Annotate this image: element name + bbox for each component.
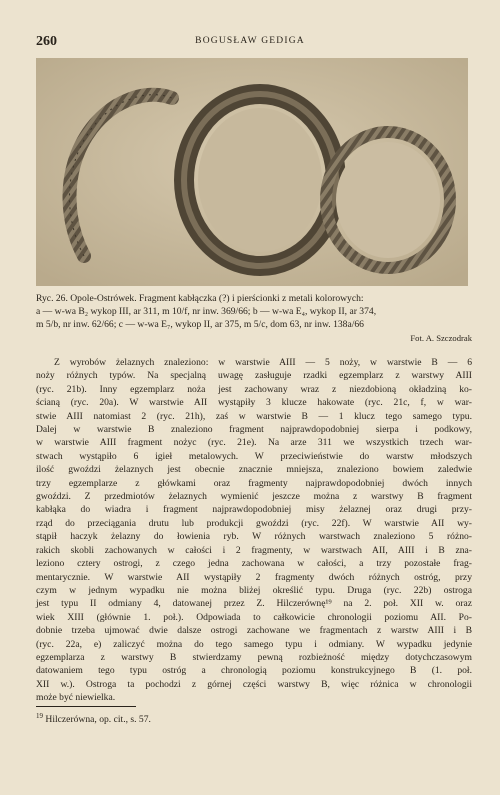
text-line: może być niewielka.	[36, 692, 116, 704]
text-line: dobnie trzeba ujmować dwie dalsze ostrogi zachowane we fragmentach z warstw AIII i B	[36, 625, 472, 637]
page-header	[36, 34, 464, 50]
photo-credit: Fot. A. Szczodrak	[410, 333, 472, 343]
text-line: ilość gwoździ żelaznych jest obecnie znacznie mniejsza, znaleziono bowiem zaledwie	[36, 464, 472, 476]
photo-figure	[36, 58, 468, 286]
text-line: Z wyrobów żelaznych znaleziono: w warstwie AIII — 5 noży, w warstwie B — 6	[54, 357, 472, 368]
text-line: mentarycznie. W warstwie AII wystąpiły 2 fragmenty dwóch różnych ostróg, przy	[36, 571, 472, 583]
text-line: stwie AIII natomiast 2 (ryc. 21h), zaś w warstwie B — 1 klucz tego samego typu.	[36, 410, 472, 422]
text-line: stwach wystąpiło 6 igieł metalowych. W przeciwieństwie do warstw młodszych	[36, 450, 472, 462]
text-line: egzemplarza z warstwy B stwierdzamy pewną rozbieżność między dotychczasowym	[36, 651, 472, 663]
caption-line: a — w-wa B₂ wykop III, ar 311, m 10/f, nr inw. 369/66; b — w-wa E₄, wykop II, ar 374,	[36, 306, 377, 317]
text-line: wiek XIII (głównie 1. poł.). Odpowiada to całkowicie chronologii poziomu AII. Po-	[36, 611, 472, 623]
footnote	[36, 712, 151, 725]
caption-line: m 5/b, nr inw. 62/66; c — w-wa E₇, wykop II, ar 375, m 5/c, dom 63, nr inw. 138a/66	[36, 319, 364, 330]
footnote-number: 19	[36, 712, 43, 720]
text-line: trzy egzemplarze z główkami oraz fragmenty najprawdopodobniej dwóch innych	[36, 477, 472, 489]
text-line: czym w jednym wypadku nie można bliżej określić typu. Druga (ryc. 22b) ostroga	[36, 584, 472, 596]
page-number: 260	[36, 34, 57, 49]
footnote-rule	[36, 706, 136, 707]
text-line: ścianą (ryc. 20a). W warstwie AII wystąpiły 3 klucze hakowate (ryc. 21c, f, w war-	[36, 397, 472, 409]
text-line: gwoździ. Z przedmiotów żelaznych wymienić jeszcze można z warstwy B fragment	[36, 491, 472, 503]
text-line: leziono cztery ostrogi, z czego jedna zachowana w całości, a trzy pozostałe frag-	[36, 558, 472, 570]
text-line: rakich skobli zachowanych w całości i 2 fragmenty, w warstwach AII, AIII i B zna-	[36, 544, 472, 556]
text-line: stąpił haczyk żelazny do łowienia ryb. W różnych warstwach znaleziono 5 różno-	[36, 531, 472, 543]
text-line: (ryc. 22a, e) zaliczyć można do tego samego typu i odmiany. W wypadku jedynie	[36, 638, 472, 650]
text-line: w warstwie AIII fragment nożyc (ryc. 21e). Na arze 311 we wszystkich trzech war-	[36, 437, 472, 449]
footnote-text: Hilczerówna, op. cit., s. 57.	[45, 714, 151, 726]
text-line: jest typu II odmiany 4, datowanej przez Z. Hilczerównę¹⁹ na 2. poł. XII w. oraz	[36, 598, 472, 610]
text-line: noży różnych typów. Na specjalną uwagę zasługuje rzadki egzemplarz z warstwy AIII	[36, 370, 472, 382]
text-line: Dalej w warstwie B znaleziono fragment najprawdopodobniej sierpa i podkowy,	[36, 424, 472, 436]
text-line: rząd do przeciągania drutu lub produkcji gwoździ (ryc. 22f). W warstwie AII wy-	[36, 517, 472, 529]
text-line: (ryc. 21b). Inny egzemplarz noża jest zachowany wraz z niezdobioną okładziną ko-	[36, 383, 472, 395]
figure-caption	[36, 292, 472, 345]
text-line: XII w.). Ostroga ta pochodzi z górnej części warstwy B, więc różnica w chronologii	[36, 678, 472, 690]
rings-photo	[36, 58, 468, 286]
text-line: kabłąka do wiadra i fragment najprawdopodobniej misy żelaznej oraz drugi przy-	[36, 504, 472, 516]
text-line: datowaniem tego typu ostróg a chronologią poziomu konstrukcyjnego B (1. poł.	[36, 665, 472, 677]
body-text	[36, 356, 472, 705]
running-head: BOGUSŁAW GEDIGA	[195, 36, 305, 46]
caption-line: Ryc. 26. Opole-Ostrówek. Fragment kabłączka (?) i pierścionki z metali kolorowych:	[36, 293, 364, 304]
